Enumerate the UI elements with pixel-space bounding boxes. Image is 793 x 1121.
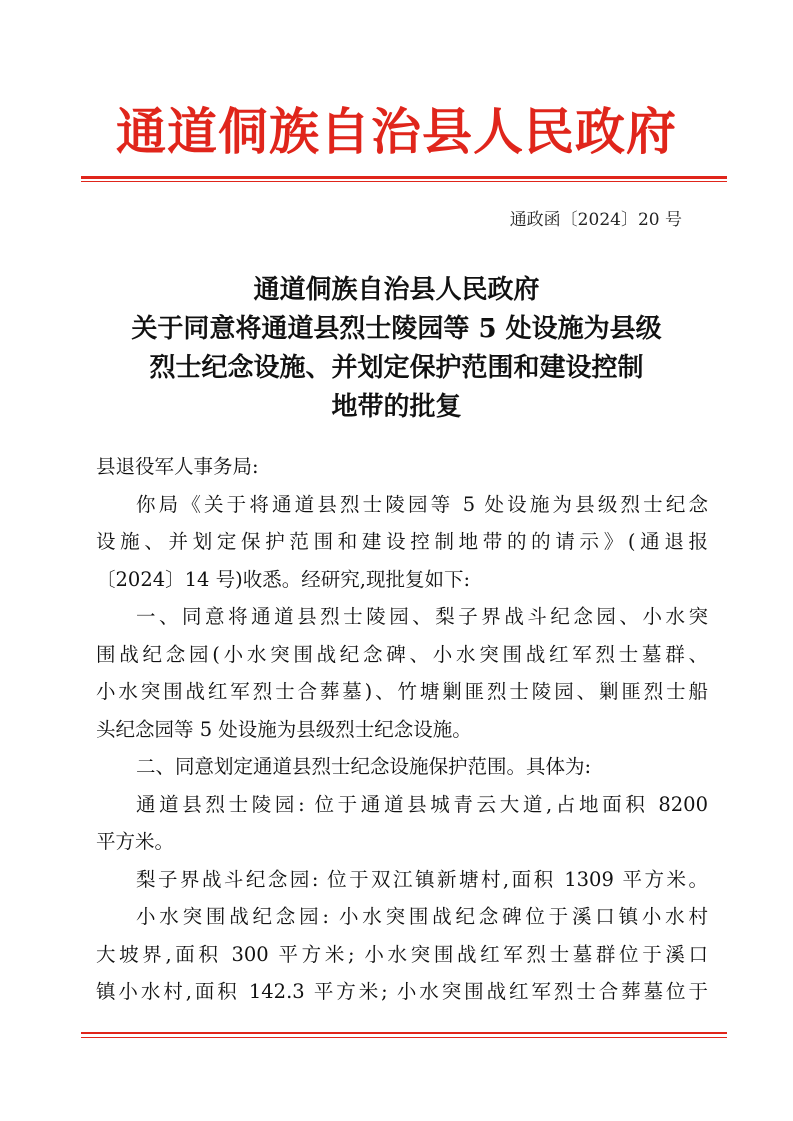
title-line: 通道侗族自治县人民政府 <box>253 275 540 305</box>
document-title <box>90 271 703 427</box>
salutation: 县退役军人事务局: <box>96 455 259 478</box>
title-line: 烈士纪念设施、并划定保护范围和建设控制 <box>149 353 644 383</box>
paragraph-line: 头纪念园等 5 处设施为县级烈士纪念设施。 <box>96 717 472 741</box>
title-line: 关于同意将通道县烈士陵园等 5 处设施为县级 <box>131 314 662 344</box>
title-line: 地带的批复 <box>331 392 462 422</box>
paragraph-line: 大坡界,面积 300 平方米; 小水突围战红军烈士墓群位于溪口 <box>96 942 708 966</box>
paragraph-line: 小水突围战纪念园: 小水突围战纪念碑位于溪口镇小水村 <box>136 905 708 928</box>
paragraph-line: 小水突围战红军烈士合葬墓)、竹塘剿匪烈士陵园、剿匪烈士船 <box>96 680 708 703</box>
paragraph-line: 梨子界战斗纪念园: 位于双江镇新塘村,面积 1309 平方米。 <box>136 867 708 891</box>
paragraph-line: 通道县烈士陵园: 位于通道县城青云大道,占地面积 8200 <box>136 792 708 816</box>
header-rule-thick <box>81 176 727 179</box>
footer-rule-thin <box>81 1037 727 1038</box>
footer-rule-thick <box>81 1032 727 1034</box>
paragraph-line: 设施、并划定保护范围和建设控制地带的的请示》(通退报 <box>96 530 708 553</box>
paragraph-line: 一、同意将通道县烈士陵园、梨子界战斗纪念园、小水突 <box>136 605 708 628</box>
paragraph-line: 围战纪念园(小水突围战纪念碑、小水突围战红军烈士墓群、 <box>96 642 708 666</box>
paragraph-line: 你局《关于将通道县烈士陵园等 5 处设施为县级烈士纪念 <box>136 492 708 516</box>
document-number: 通政函〔2024〕20 号 <box>509 210 682 230</box>
paragraph-line: 平方米。 <box>96 830 175 853</box>
paragraph-line: 镇小水村,面积 142.3 平方米; 小水突围战红军烈士合葬墓位于 <box>96 980 708 1003</box>
document-body <box>96 448 708 1011</box>
header-rule-thin <box>81 181 727 182</box>
paragraph-line: 〔2024〕14 号)收悉。经研究,现批复如下: <box>96 567 471 591</box>
paragraph-line: 二、同意划定通道县烈士纪念设施保护范围。具体为: <box>136 755 592 778</box>
issuer-header: 通道侗族自治县人民政府 <box>116 102 677 161</box>
